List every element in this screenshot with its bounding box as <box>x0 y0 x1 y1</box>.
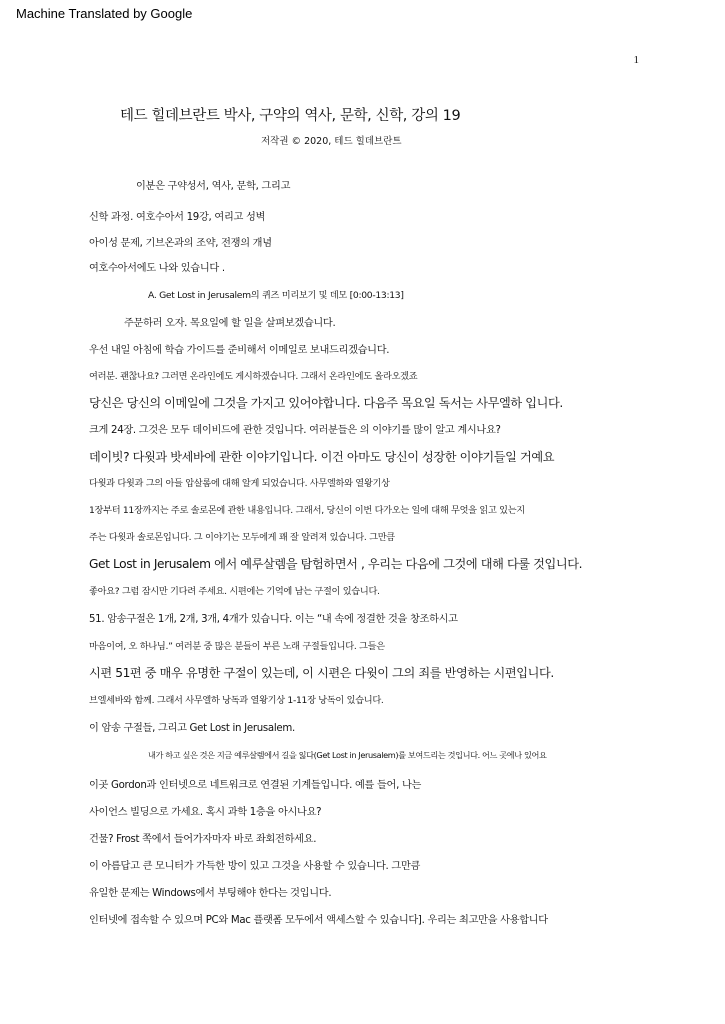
text-line: 내가 하고 싶은 것은 지금 예루살렘에서 길을 잃다(Get Lost in Jerusalem)를 보여드리는 것입니다. 어느 곳에나 있어요 <box>148 750 547 760</box>
page-number: 1 <box>633 54 639 66</box>
text-line: 신학 과정. 여호수아서 19강, 여리고 성벽 <box>89 212 266 223</box>
text-line: 여호수아서에도 나와 있습니다 . <box>89 263 225 274</box>
text-line: 51. 암송구절은 1개, 2개, 3개, 4개가 있습니다. 이는 “내 속에 정결한 것을 창조하시고 <box>89 614 458 625</box>
text-line: 주문하러 오자. 목요일에 할 일을 살펴보겠습니다. <box>124 318 336 329</box>
text-line: 건물? Frost 쪽에서 들어가자마자 바로 좌회전하세요. <box>89 834 317 845</box>
text-line: 시편 51편 중 매우 유명한 구절이 있는데, 이 시편은 다윗이 그의 죄를 반영하는 시편입니다. <box>89 666 554 680</box>
section-heading: A. Get Lost in Jerusalem의 퀴즈 미리보기 및 데모 [0:00-13:13] <box>148 290 404 301</box>
text-line: Get Lost in Jerusalem 에서 예루살렘을 탐험하면서 , 우리는 다음에 그것에 대해 다룰 것입니다. <box>89 557 583 571</box>
copyright-line: 저작권 © 2020, 테드 힐데브란트 <box>261 136 402 147</box>
text-line: 크게 24장. 그것은 모두 데이비드에 관한 것입니다. 여러분들은 의 이야기를 많이 알고 계시나요? <box>89 425 501 436</box>
text-line: 이 암송 구절들, 그리고 Get Lost in Jerusalem. <box>89 723 295 734</box>
text-line: 당신은 당신의 이메일에 그것을 가지고 있어야합니다. 다음주 목요일 독서는 사무엘하 입니다. <box>89 396 563 410</box>
text-line: 이곳 Gordon과 인터넷으로 네트워크로 연결된 기계들입니다. 예를 들어, 나는 <box>89 780 422 791</box>
text-line: 주는 다윗과 솔로몬입니다. 그 이야기는 모두에게 꽤 잘 알려져 있습니다. 그만큼 <box>89 532 395 543</box>
text-line: 여러분. 괜찮나요? 그러면 온라인에도 게시하겠습니다. 그래서 온라인에도 올라오겠죠 <box>89 371 418 382</box>
text-line: 아이성 문제, 기브온과의 조약, 전쟁의 개념 <box>89 238 272 249</box>
text-line: 1장부터 11장까지는 주로 솔로몬에 관한 내용입니다. 그래서, 당신이 이번 다가오는 일에 대해 무엇을 읽고 있는지 <box>89 505 525 516</box>
text-line: 인터넷에 접속할 수 있으며 PC와 Mac 플랫폼 모두에서 액세스할 수 있습니다]. 우리는 최고만을 사용합니다 <box>89 915 548 926</box>
text-line: 다윗과 다윗과 그의 아들 압살롬에 대해 알게 되었습니다. 사무엘하와 열왕기상 <box>89 478 390 489</box>
text-line: 좋아요? 그럼 잠시만 기다려 주세요. 시편에는 기억에 남는 구절이 있습니다. <box>89 586 380 597</box>
text-line: 이 아름답고 큰 모니터가 가득한 방이 있고 그것을 사용할 수 있습니다. 그만큼 <box>89 861 421 872</box>
text-line: 마음이여, 오 하나님.” 여러분 중 많은 분들이 부른 노래 구절들입니다. 그들은 <box>89 641 385 652</box>
text-line: 우선 내일 아침에 학습 가이드를 준비해서 이메일로 보내드리겠습니다. <box>89 345 390 356</box>
text-line: 사이언스 빌딩으로 가세요. 혹시 과학 1층을 아시나요? <box>89 807 322 818</box>
machine-translation-banner: Machine Translated by Google <box>16 6 193 21</box>
text-line: 데이빗? 다윗과 밧세바에 관한 이야기입니다. 이건 아마도 당신이 성장한 이야기들일 거예요 <box>89 450 555 464</box>
text-line: 브엘세바와 함께. 그래서 사무엘하 낭독과 열왕기상 1-11장 낭독이 있습니다. <box>89 695 384 706</box>
document-title: 테드 힐데브란트 박사, 구약의 역사, 문학, 신학, 강의 19 <box>120 108 461 124</box>
text-line: 이분은 구약성서, 역사, 문학, 그리고 <box>136 181 291 192</box>
text-line: 유일한 문제는 Windows에서 부팅해야 한다는 것입니다. <box>89 888 332 899</box>
